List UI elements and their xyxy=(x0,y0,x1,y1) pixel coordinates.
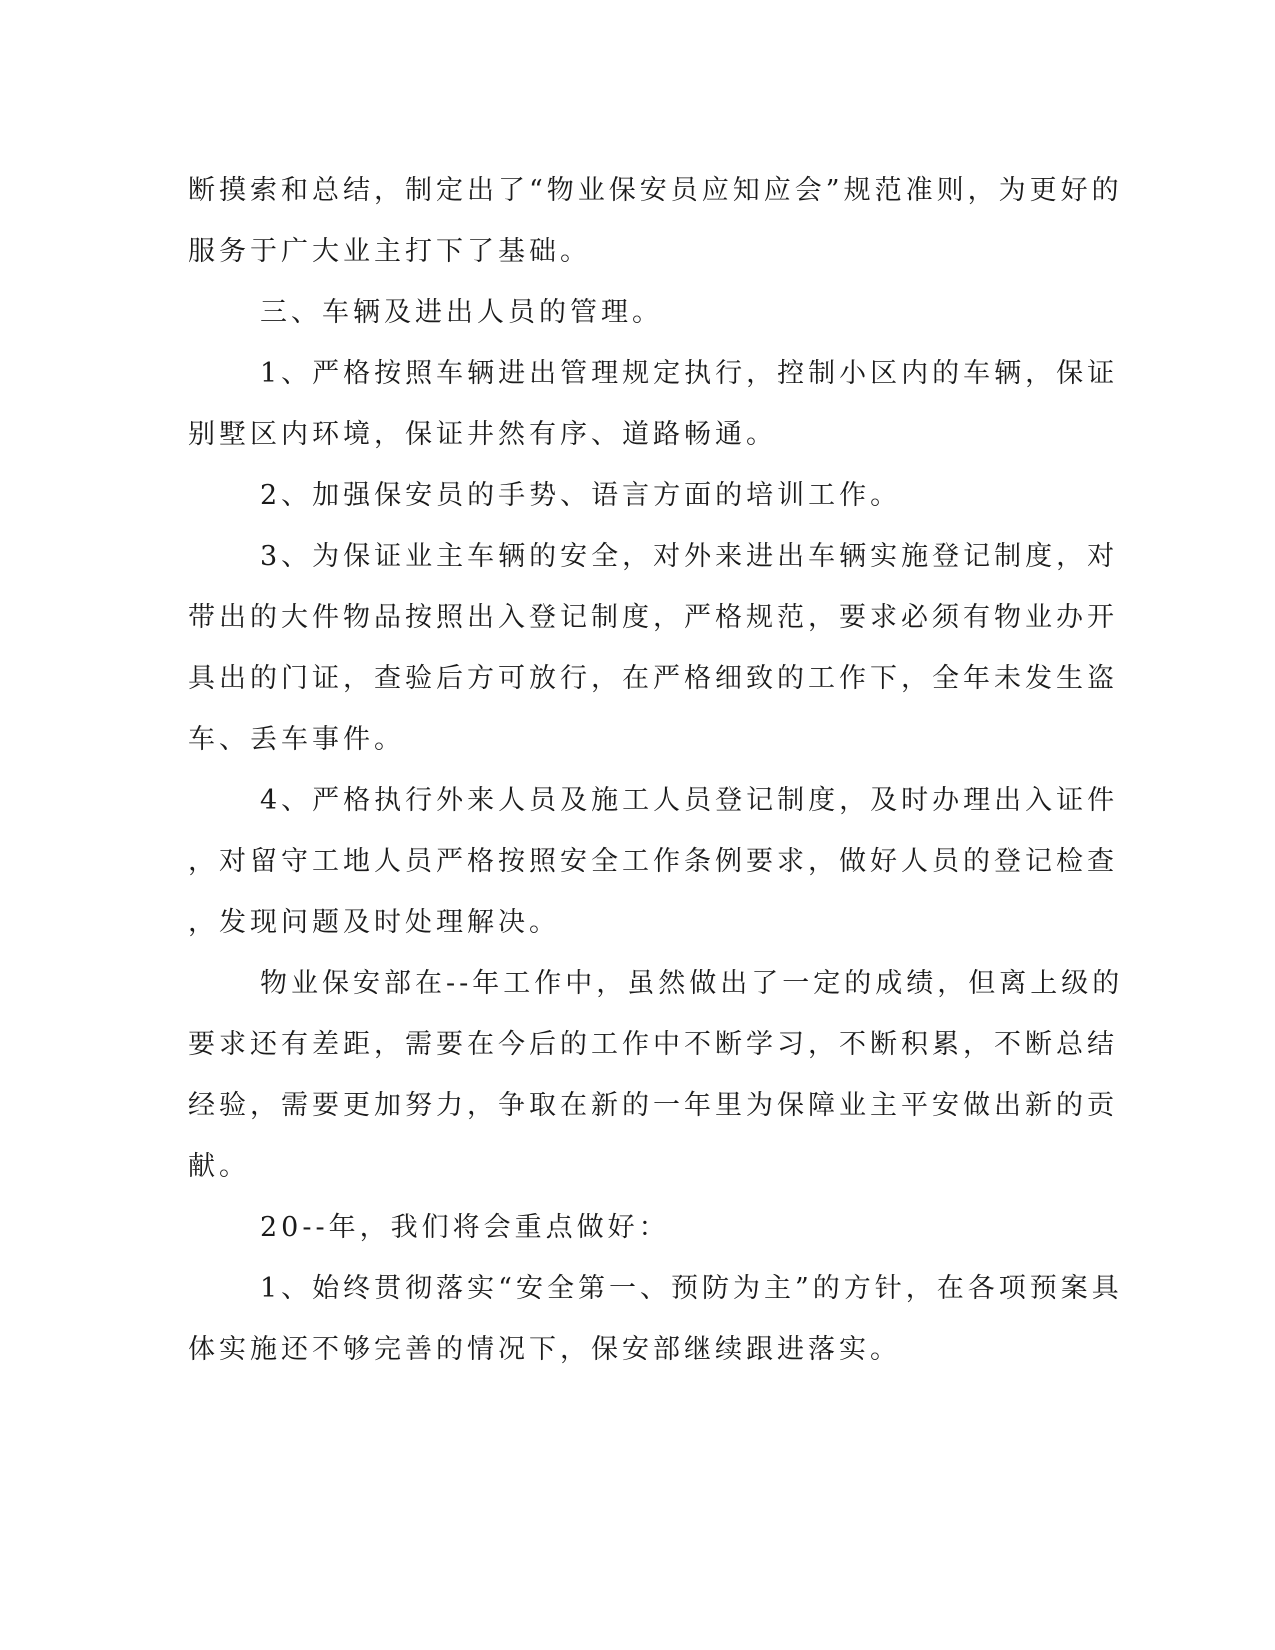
text-line: 20--年，我们将会重点做好： xyxy=(260,1212,670,1243)
text-line: 3、为保证业主车辆的安全，对外来进出车辆实施登记制度，对 xyxy=(260,541,1119,572)
text-line: 车、丢车事件。 xyxy=(188,724,405,755)
text-line: ，对留守工地人员严格按照安全工作条例要求，做好人员的登记检查 xyxy=(188,846,1118,877)
document-body xyxy=(188,160,1124,1380)
text-line: 要求还有差距，需要在今后的工作中不断学习，不断积累，不断总结 xyxy=(188,1029,1118,1060)
text-line: 1、严格按照车辆进出管理规定执行，控制小区内的车辆，保证 xyxy=(260,358,1119,389)
text-line: 献。 xyxy=(188,1151,250,1182)
text-line: 物业保安部在--年工作中，虽然做出了一定的成绩，但离上级的 xyxy=(260,968,1124,999)
text-line: 断摸索和总结，制定出了“物业保安员应知应会”规范准则，为更好的 xyxy=(188,175,1123,206)
text-line: 2、加强保安员的手势、语言方面的培训工作。 xyxy=(260,480,902,511)
text-line: 经验，需要更加努力，争取在新的一年里为保障业主平安做出新的贡 xyxy=(188,1090,1118,1121)
text-line: ，发现问题及时处理解决。 xyxy=(188,907,560,938)
text-line: 4、严格执行外来人员及施工人员登记制度，及时办理出入证件 xyxy=(260,785,1119,816)
text-line: 体实施还不够完善的情况下，保安部继续跟进落实。 xyxy=(188,1334,901,1365)
text-line: 具出的门证，查验后方可放行，在严格细致的工作下，全年未发生盗 xyxy=(188,663,1118,694)
text-line: 1、始终贯彻落实“安全第一、预防为主”的方针，在各项预案具 xyxy=(260,1273,1123,1304)
text-line: 带出的大件物品按照出入登记制度，严格规范，要求必须有物业办开 xyxy=(188,602,1118,633)
section-heading: 三、车辆及进出人员的管理。 xyxy=(260,297,663,328)
text-line: 服务于广大业主打下了基础。 xyxy=(188,236,591,267)
text-line: 别墅区内环境，保证井然有序、道路畅通。 xyxy=(188,419,777,450)
